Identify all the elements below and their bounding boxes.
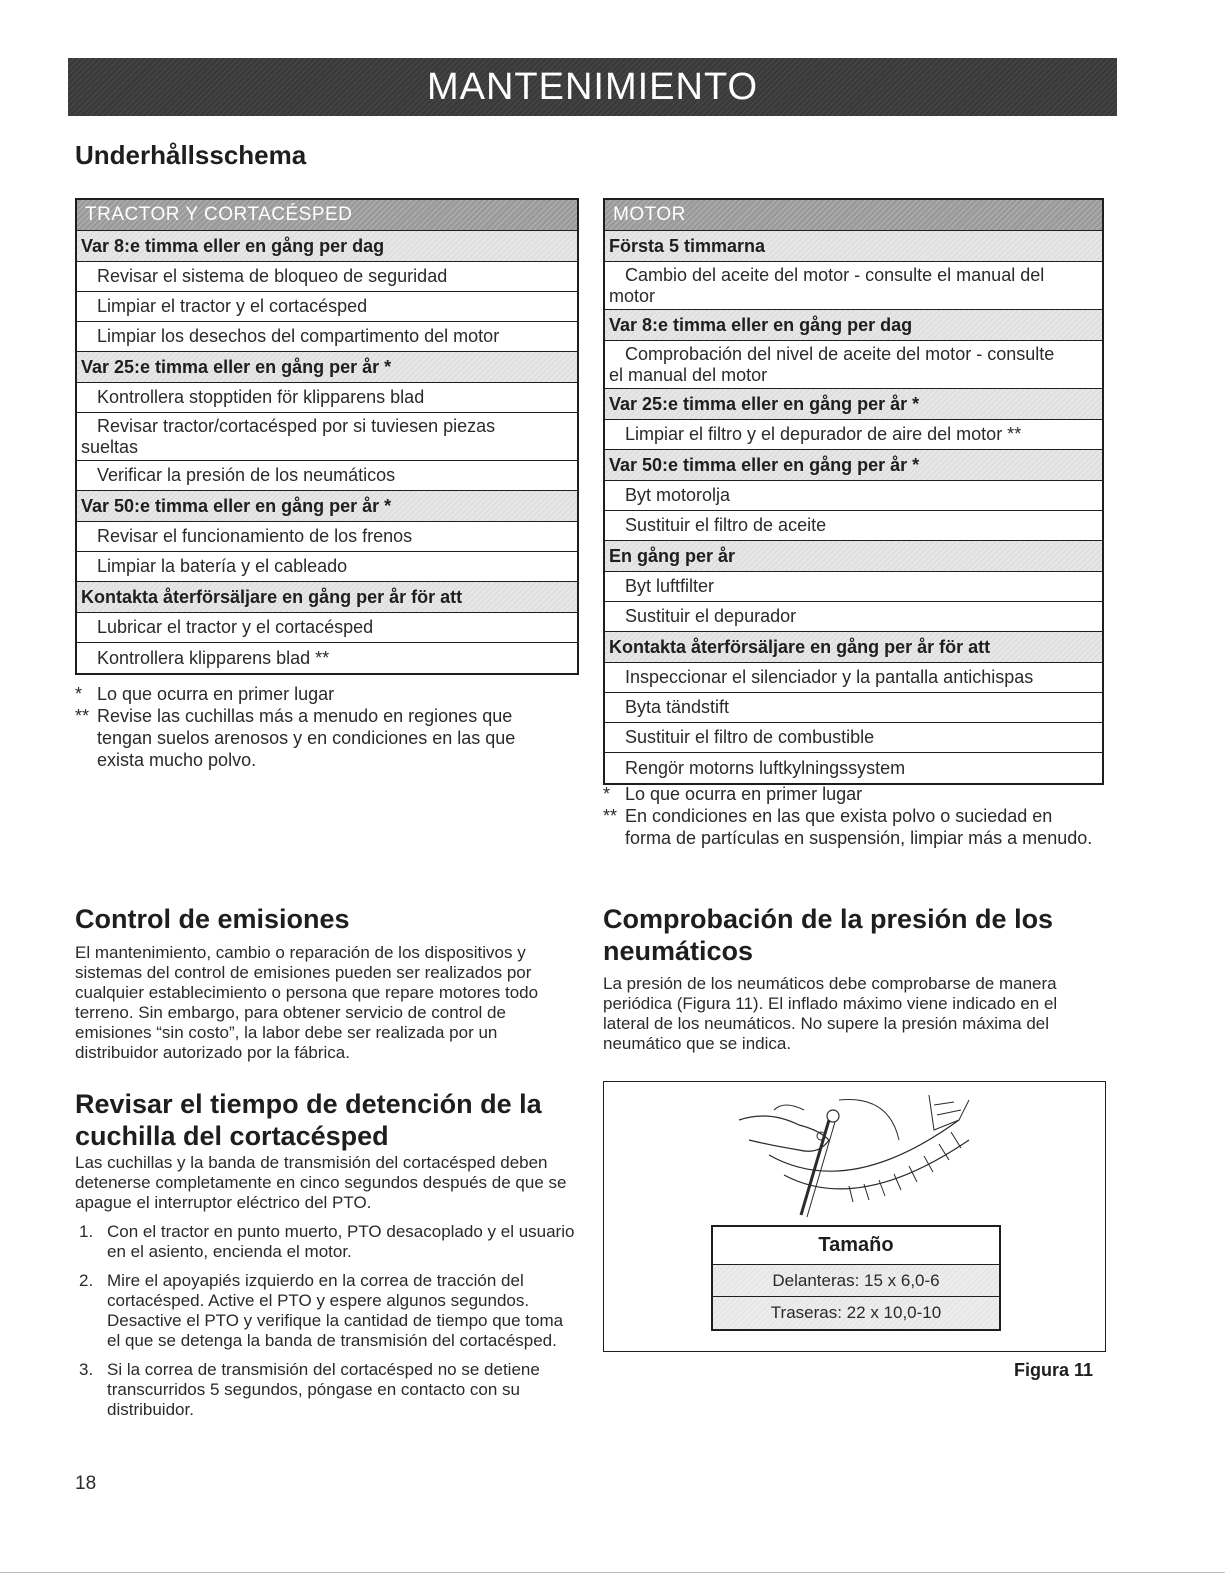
tire-gauge-illustration: [729, 1090, 979, 1220]
interval-row: Första 5 timmarna: [605, 231, 1102, 262]
step-number: 1.: [79, 1222, 94, 1241]
section-banner: [68, 58, 1117, 116]
tire-size-table: [711, 1225, 1001, 1331]
task-text-continued: sueltas: [81, 437, 139, 457]
emissions-paragraph: El mantenimiento, cambio o reparación de los dispositivos y sistemas del control de emisiones pueden ser realizados por cualquier establecimiento o persona que repare motores todo terreno. Sin embargo, para obtener servicio de control de emisiones “sin costo”, la labor debe ser realizada por un distribuidor autorizado por la fábrica.: [75, 943, 539, 1062]
footnote-mark: **: [603, 806, 618, 826]
task-row: Kontrollera stopptiden för klipparens blad: [77, 383, 577, 413]
footnote-text: Lo que ocurra en primer lugar: [97, 684, 335, 704]
task-row: Verificar la presión de los neumáticos: [77, 461, 577, 491]
figure-caption: Figura 11: [1014, 1360, 1094, 1380]
schedule-title: Underhållsschema: [75, 140, 307, 170]
tire-size-row-rear: Traseras: 22 x 10,0-10: [713, 1297, 999, 1329]
step-item: [75, 1271, 575, 1351]
task-text: Cambio del aceite del motor - consulte el manual del: [625, 265, 1045, 285]
step-text: Mire el apoyapiés izquierdo en la correa de tracción del cortacésped. Active el PTO y espere algunos segundos. Desactive el PTO y verifique la cantidad de tiempo que toma el que se detenga la banda de transmisión del cortacésped.: [107, 1271, 564, 1350]
task-row: Revisar el funcionamiento de los frenos: [77, 522, 577, 552]
task-row: Byt luftfilter: [605, 572, 1102, 602]
step-item: [75, 1222, 575, 1262]
step-number: 2.: [79, 1271, 94, 1290]
task-row: Kontrollera klipparens blad **: [77, 643, 577, 673]
interval-row: Var 25:e timma eller en gång per år *: [605, 389, 1102, 420]
footnote-mark: *: [75, 684, 83, 704]
footnote: [75, 683, 565, 705]
footnote: [75, 705, 565, 771]
page-number: 18: [75, 1473, 97, 1494]
step-text: Si la correa de transmisión del cortacésped no se detiene transcurridos 5 segundos, póngase en contacto con su distribuidor.: [107, 1360, 540, 1419]
bottom-divider: [0, 1572, 1225, 1573]
task-row: [605, 262, 1102, 310]
footnote: [603, 805, 1103, 849]
task-text-continued: motor: [609, 286, 656, 306]
task-text: Revisar tractor/cortacésped por si tuviesen piezas: [97, 416, 496, 436]
task-text-continued: el manual del motor: [609, 365, 768, 385]
task-row: Sustituir el filtro de combustible: [605, 723, 1102, 753]
task-row: Limpiar los desechos del compartimento del motor: [77, 322, 577, 352]
interval-row: Var 25:e timma eller en gång per år *: [77, 352, 577, 383]
task-text: Comprobación del nivel de aceite del motor - consulte: [625, 344, 1055, 364]
table-header: MOTOR: [605, 200, 1102, 231]
task-row: Limpiar el tractor y el cortacésped: [77, 292, 577, 322]
interval-row: Var 50:e timma eller en gång per år *: [77, 491, 577, 522]
emissions-heading: Control de emisiones: [75, 904, 350, 934]
task-row: Rengör motorns luftkylningssystem: [605, 753, 1102, 783]
table-header: TRACTOR Y CORTACÉSPED: [77, 200, 577, 231]
tire-pressure-heading: Comprobación de la presión de los neumáticos: [603, 904, 1054, 966]
tire-pressure-paragraph: La presión de los neumáticos debe comprobarse de manera periódica (Figura 11). El inflado máximo viene indicado en el lateral de los neumáticos. No supere la presión máxima del neumático que se indica.: [603, 974, 1058, 1053]
tractor-schedule-table: [75, 198, 579, 675]
task-row: Limpiar la batería y el cableado: [77, 552, 577, 582]
motor-schedule-table: [603, 198, 1104, 785]
figure-11-box: [603, 1081, 1106, 1352]
interval-row: Var 8:e timma eller en gång per dag: [77, 231, 577, 262]
interval-row: En gång per år: [605, 541, 1102, 572]
step-item: [75, 1360, 575, 1420]
footnote-text: Revise las cuchillas más a menudo en regiones que tengan suelos arenosos y en condiciones en las que exista mucho polvo.: [97, 706, 516, 770]
task-row: Inspeccionar el silenciador y la pantalla antichispas: [605, 663, 1102, 693]
task-row: Byta tändstift: [605, 693, 1102, 723]
footnote-mark: *: [603, 784, 611, 804]
blade-stop-heading: Revisar el tiempo de detención de la cuchilla del cortacésped: [75, 1089, 542, 1151]
interval-row: Kontakta återförsäljare en gång per år för att: [605, 632, 1102, 663]
footnote-text: En condiciones en las que exista polvo o suciedad en forma de partículas en suspensión, limpiar más a menudo.: [625, 806, 1093, 848]
tire-size-row-front: Delanteras: 15 x 6,0-6: [713, 1265, 999, 1297]
motor-schedule-notes: [603, 783, 1103, 849]
task-row: Sustituir el depurador: [605, 602, 1102, 632]
task-row: Lubricar el tractor y el cortacésped: [77, 613, 577, 643]
step-number: 3.: [79, 1360, 94, 1379]
blade-stop-steps: [75, 1222, 575, 1429]
task-row: [605, 341, 1102, 389]
interval-row: Var 8:e timma eller en gång per dag: [605, 310, 1102, 341]
footnote-mark: **: [75, 706, 90, 726]
banner-title: MANTENIMIENTO: [426, 65, 759, 108]
step-text: Con el tractor en punto muerto, PTO desacoplado y el usuario en el asiento, encienda el motor.: [107, 1222, 575, 1261]
tire-size-header: Tamaño: [713, 1227, 999, 1265]
task-row: [77, 413, 577, 461]
footnote: [603, 783, 1103, 805]
task-row: Limpiar el filtro y el depurador de aire del motor **: [605, 420, 1102, 450]
footnote-text: Lo que ocurra en primer lugar: [625, 784, 863, 804]
blade-stop-paragraph: Las cuchillas y la banda de transmisión del cortacésped deben detenerse completamente en cinco segundos después de que se apague el interruptor eléctrico del PTO.: [75, 1153, 567, 1212]
interval-row: Kontakta återförsäljare en gång per år för att: [77, 582, 577, 613]
task-row: Byt motorolja: [605, 481, 1102, 511]
interval-row: Var 50:e timma eller en gång per år *: [605, 450, 1102, 481]
task-row: Revisar el sistema de bloqueo de seguridad: [77, 262, 577, 292]
tractor-schedule-notes: [75, 683, 565, 771]
task-row: Sustituir el filtro de aceite: [605, 511, 1102, 541]
